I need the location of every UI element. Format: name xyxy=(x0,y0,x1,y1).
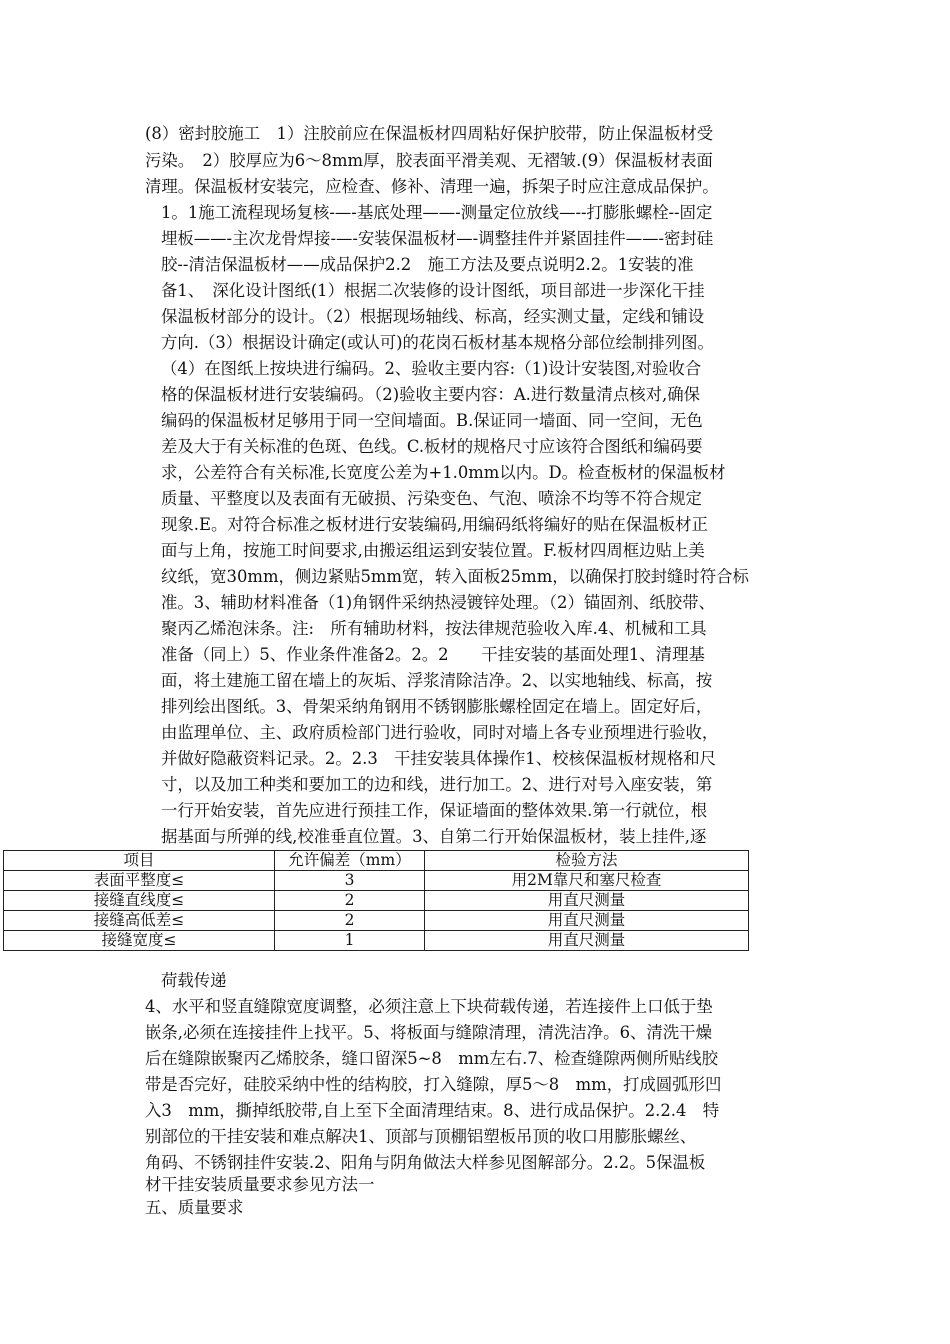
table-cell: 1 xyxy=(275,931,425,951)
text-line: 聚丙乙烯泡沫条。注: 所有辅助材料，按法律规范验收入库.4、机械和工具 xyxy=(161,619,707,638)
text-line: 格的保温板材进行安装编码。（2)验收主要内容：A.进行数量清点核对,确保 xyxy=(161,385,700,404)
table-header-cell: 项目 xyxy=(4,851,275,871)
text-line: 胶--清洁保温板材——成品保护2.2 施工方法及要点说明2.2。1安装的准 xyxy=(161,255,694,274)
text-line: 埋板——-主次龙骨焊接-—-安装保温板材—-调整挂件并紧固挂件——-密封硅 xyxy=(161,229,714,248)
table-cell: 用直尺测量 xyxy=(425,891,749,911)
section-heading: 五、质量要求 xyxy=(145,1198,244,1217)
text-line: 清理。保温板材安装完，应检查、修补、清理一遍，拆架子时应注意成品保护。 xyxy=(145,177,719,196)
text-line: 角码、不锈钢挂件安装.2、阳角与阴角做法大样参见图解部分。2.2。5保温板 xyxy=(145,1153,706,1172)
table-header-cell: 允许偏差（mm） xyxy=(275,851,425,871)
table-cell: 用直尺测量 xyxy=(425,931,749,951)
text-line: 后在缝隙嵌聚丙乙烯胶条，缝口留深5~8 mm左右.7、检查缝隙两侧所贴线胶 xyxy=(145,1049,719,1068)
text-line: 方向.（3）根据设计确定(或认可)的花岗石板材基本规格分部位绘制排列图。 xyxy=(161,333,714,352)
text-line: 准备（同上）5、作业条件准备2。2。2 干挂安装的基面处理1、清理基 xyxy=(161,645,705,664)
table-cell: 用直尺测量 xyxy=(425,911,749,931)
text-line: 据基面与所弹的线,校准垂直位置。3、自第二行开始保温板材，装上挂件,逐 xyxy=(161,827,707,846)
table-row xyxy=(4,891,749,911)
text-line: 面，将土建施工留在墙上的灰垢、浮浆清除洁净。2、以实地轴线、标高，按 xyxy=(161,671,713,690)
text-line: 带是否完好，硅胶采纳中性的结构胶，打入缝隙，厚5～8 mm，打成圆弧形凹 xyxy=(145,1075,722,1094)
table-row xyxy=(4,871,749,891)
table-cell: 3 xyxy=(275,871,425,891)
text-line: 现象.E。对符合标准之板材进行安装编码,用编码纸将编好的贴在保温板材正 xyxy=(161,515,708,534)
table-cell: 接缝高低差≤ xyxy=(4,911,275,931)
text-line: 入3 mm，撕掉纸胶带,自上至下全面清理结束。8、进行成品保护。2.2.4 特 xyxy=(145,1101,720,1120)
table-row xyxy=(4,931,749,951)
text-line: 排列绘出图纸。3、骨架采纳角钢用不锈钢膨胀螺栓固定在墙上。固定好后， xyxy=(161,697,713,716)
table-cell: 2 xyxy=(275,911,425,931)
text-line: 嵌条,必须在连接挂件上找平。5、将板面与缝隙清理，清洗洁净。6、清洗干燥 xyxy=(145,1023,712,1042)
table-cell: 用2M靠尺和塞尺检查 xyxy=(425,871,749,891)
table-cell: 2 xyxy=(275,891,425,911)
text-line: （4）在图纸上按块进行编码。2、验收主要内容:（1)设计安装图,对验收合 xyxy=(161,359,702,378)
quality-tolerance-table xyxy=(3,850,749,951)
text-line: 别部位的干挂安装和难点解决1、顶部与顶棚铝塑板吊顶的收口用膨胀螺丝、 xyxy=(145,1127,697,1146)
text-line: 一行开始安装，首先应进行预挂工作，保证墙面的整体效果.第一行就位，根 xyxy=(161,801,708,820)
text-line: 质量、平整度以及表面有无破损、污染变色、气泡、喷涂不均等不符合规定 xyxy=(161,489,702,508)
text-line: 寸，以及加工种类和要加工的边和线，进行加工。2、进行对号入座安装，第 xyxy=(161,775,713,794)
text-line: 并做好隐蔽资料记录。2。2.3 干挂安装具体操作1、校核保温板材规格和尺 xyxy=(161,749,717,768)
text-line: 保温板材部分的设计。（2）根据现场轴线、标高，经实测丈量，定线和铺设 xyxy=(161,307,705,326)
text-line: 由监理单位、主、政府质检部门进行验收，同时对墙上各专业预埋进行验收， xyxy=(161,723,719,742)
text-line: 差及大于有关标准的色斑、色线。C.板材的规格尺寸应该符合图纸和编码要 xyxy=(161,437,703,456)
text-line: 备1、 深化设计图纸(1）根据二次装修的设计图纸，项目部进一步深化干挂 xyxy=(161,281,705,300)
text-line: 准。3、辅助材料准备（1)角钢件采纳热浸镀锌处理。（2）锚固剂、纸胶带、 xyxy=(161,593,715,612)
text-line: 材干挂安装质量要求参见方法一 xyxy=(145,1175,375,1194)
text-line: 编码的保温板材足够用于同一空间墙面。B.保证同一墙面、同一空间，无色 xyxy=(161,411,703,430)
table-cell: 接缝宽度≤ xyxy=(4,931,275,951)
load-transfer-caption: 荷载传递 xyxy=(161,971,227,990)
text-line: 面与上角，按施工时间要求,由搬运组运到安装位置。F.板材四周框边贴上美 xyxy=(161,541,705,560)
table-row xyxy=(4,911,749,931)
table-cell: 表面平整度≤ xyxy=(4,871,275,891)
text-line: 1。1施工流程现场复核-—-基底处理——-测量定位放线—--打膨胀螺栓--固定 xyxy=(161,203,713,222)
table-header-cell: 检验方法 xyxy=(425,851,749,871)
text-line: 污染。 2）胶厚应为6～8mm厚，胶表面平滑美观、无褶皱.(9）保温板材表面 xyxy=(145,151,713,170)
text-line: 纹纸，宽30mm，侧边紧贴5mm宽，转入面板25mm，以确保打胶封缝时符合标 xyxy=(161,567,749,586)
text-line: 求，公差符合有关标准,长宽度公差为+1.0mm以内。D。检查板材的保温板材 xyxy=(161,463,726,482)
text-line: 4、水平和竖直缝隙宽度调整，必须注意上下块荷载传递，若连接件上口低于垫 xyxy=(145,997,713,1016)
text-line: (8）密封胶施工 1）注胶前应在保温板材四周粘好保护胶带，防止保温板材受 xyxy=(145,124,714,143)
table-header-row xyxy=(4,851,749,871)
table-cell: 接缝直线度≤ xyxy=(4,891,275,911)
